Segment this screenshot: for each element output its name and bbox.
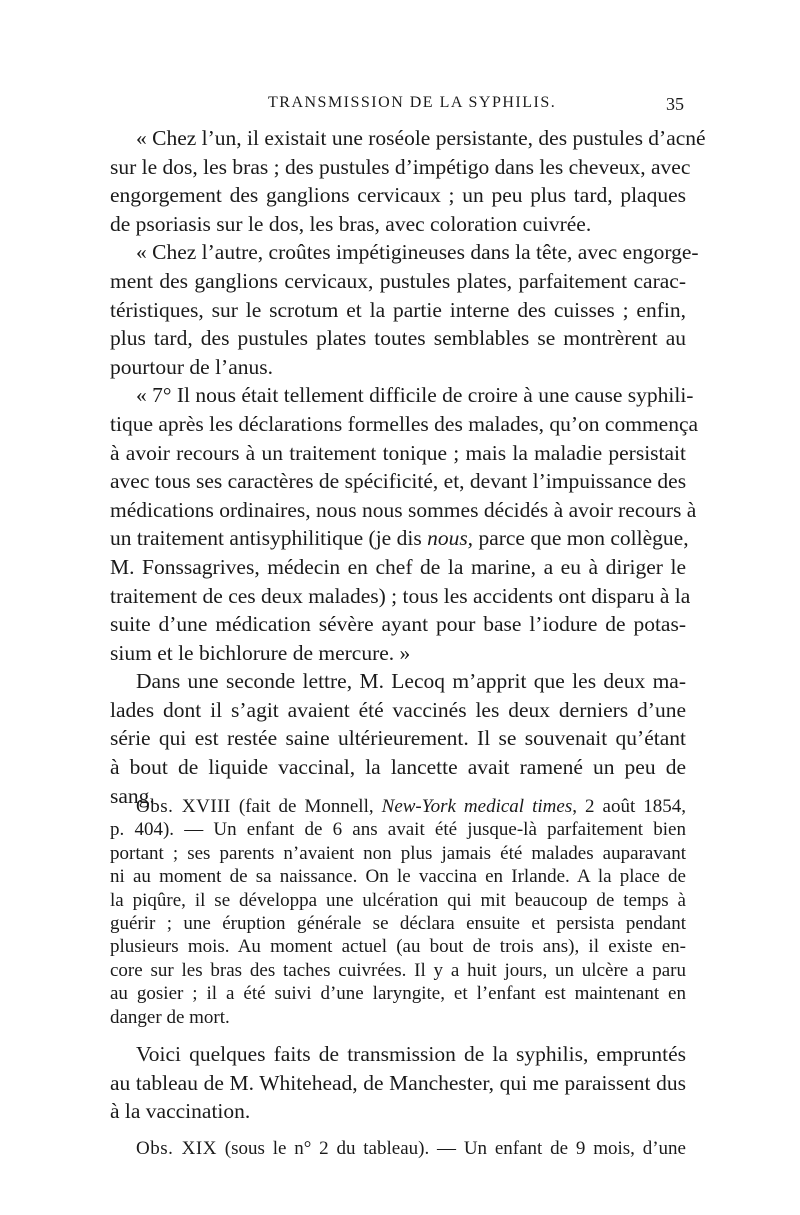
text-line: de psoriasis sur le dos, les bras, avec coloration cuivrée. xyxy=(110,211,592,236)
text-line xyxy=(110,795,686,818)
text-line: au tableau de M. Whitehead, de Manchester, qui me paraissent dus xyxy=(110,1070,686,1095)
observation-xviii xyxy=(110,795,686,1029)
text-line: sium et le bichlorure de mercure. » xyxy=(110,640,411,665)
text-line: avec tous ses caractères de spécificité, et, devant l’impuissance des xyxy=(110,469,687,494)
text-line: « 7° Il nous était tellement difficile de croire à une cause syphili- xyxy=(136,383,694,408)
emphasis: nous, xyxy=(427,526,474,551)
text-segment: (sous le n° 2 du tableau). — Un enfant de 9 mois, d’une xyxy=(216,1138,686,1159)
text-line: ment des ganglions cervicaux, pustules plates, parfaitement carac- xyxy=(110,268,686,293)
text-line: série qui est restée saine ultérieurement. Il se souvenait qu’étant xyxy=(110,726,686,751)
text-line: plusieurs mois. Au moment actuel (au bout de trois ans), il existe en- xyxy=(110,936,686,958)
text-line: danger de mort. xyxy=(110,1006,230,1028)
text-line: plus tard, des pustules plates toutes semblables se montrèrent au xyxy=(110,326,686,351)
letter-quotation xyxy=(110,124,706,810)
text-line: à bout de liquide vaccinal, la lancette avait ramené un peu de xyxy=(110,755,686,780)
text-segment: parce que mon collègue, xyxy=(473,526,689,551)
text-line: à avoir recours à un traitement tonique ; mais la maladie persistait xyxy=(110,440,686,465)
text-line: p. 404). — Un enfant de 6 ans avait été jusque-là parfaitement bien xyxy=(110,819,686,841)
observation-xix xyxy=(110,1137,686,1160)
text-line: au gosier ; il a été suivi d’une laryngite, et l’enfant est maintenant en xyxy=(110,983,686,1005)
text-line: lades dont il s’agit avaient été vaccinés les deux derniers d’une xyxy=(110,697,686,722)
text-line: Voici quelques faits de transmission de la syphilis, empruntés xyxy=(136,1042,686,1066)
text-line: médications ordinaires, nous nous sommes décidés à avoir recours à xyxy=(110,497,697,522)
text-line: la piqûre, il se développa une ulcération qui mit beaucoup de temps à xyxy=(110,889,686,911)
text-line: ni au moment de sa naissance. On le vaccina en Irlande. A la place de xyxy=(110,866,686,888)
text-line: Dans une seconde lettre, M. Lecoq m’apprit que les deux ma- xyxy=(136,669,686,694)
text-line xyxy=(110,1137,686,1160)
text-line: sang. xyxy=(110,783,155,808)
text-line: M. Fonssagrives, médecin en chef de la marine, a eu à diriger le xyxy=(110,554,686,579)
text-line: traitement de ces deux malades) ; tous les accidents ont disparu à la xyxy=(110,583,691,608)
text-segment: , 2 août 1854, xyxy=(572,796,687,817)
page-header xyxy=(110,94,684,118)
text-segment: (fait de Monnell, xyxy=(230,796,382,817)
whitehead-paragraph xyxy=(110,1040,686,1126)
text-line: guérir ; une éruption générale se déclara ensuite et persista pendant xyxy=(110,913,686,935)
text-line xyxy=(110,524,689,553)
journal-title: New-York medical times xyxy=(381,796,573,817)
text-line: « Chez l’un, il existait une roséole persistante, des pustules d’acné xyxy=(136,126,706,150)
running-title: TRANSMISSION DE LA SYPHILIS. xyxy=(268,94,557,111)
text-line: suite d’une médication sévère ayant pour base l’iodure de potas- xyxy=(110,612,686,637)
text-segment: un traitement antisyphilitique (je dis xyxy=(110,526,428,551)
text-line: sur le dos, les bras ; des pustules d’impétigo dans les cheveux, avec xyxy=(110,154,691,179)
page-number: 35 xyxy=(666,94,684,114)
text-line: téristiques, sur le scrotum et la partie interne des cuisses ; enfin, xyxy=(110,297,686,322)
text-line: core sur les bras des taches cuivrées. Il y a huit jours, un ulcère a paru xyxy=(110,959,686,981)
text-line: pourtour de l’anus. xyxy=(110,354,274,379)
text-line: portant ; ses parents n’avaient non plus jamais été malades auparavant xyxy=(110,842,686,864)
observation-label: Obs. XIX xyxy=(136,1138,217,1159)
observation-label: Obs. XVIII xyxy=(136,796,231,817)
text-line: engorgement des ganglions cervicaux ; un peu plus tard, plaques xyxy=(110,183,686,208)
text-line: tique après les déclarations formelles des malades, qu’on commença xyxy=(110,411,699,436)
text-line: « Chez l’autre, croûtes impétigineuses dans la tête, avec engorge- xyxy=(136,240,699,265)
text-line: à la vaccination. xyxy=(110,1099,251,1124)
